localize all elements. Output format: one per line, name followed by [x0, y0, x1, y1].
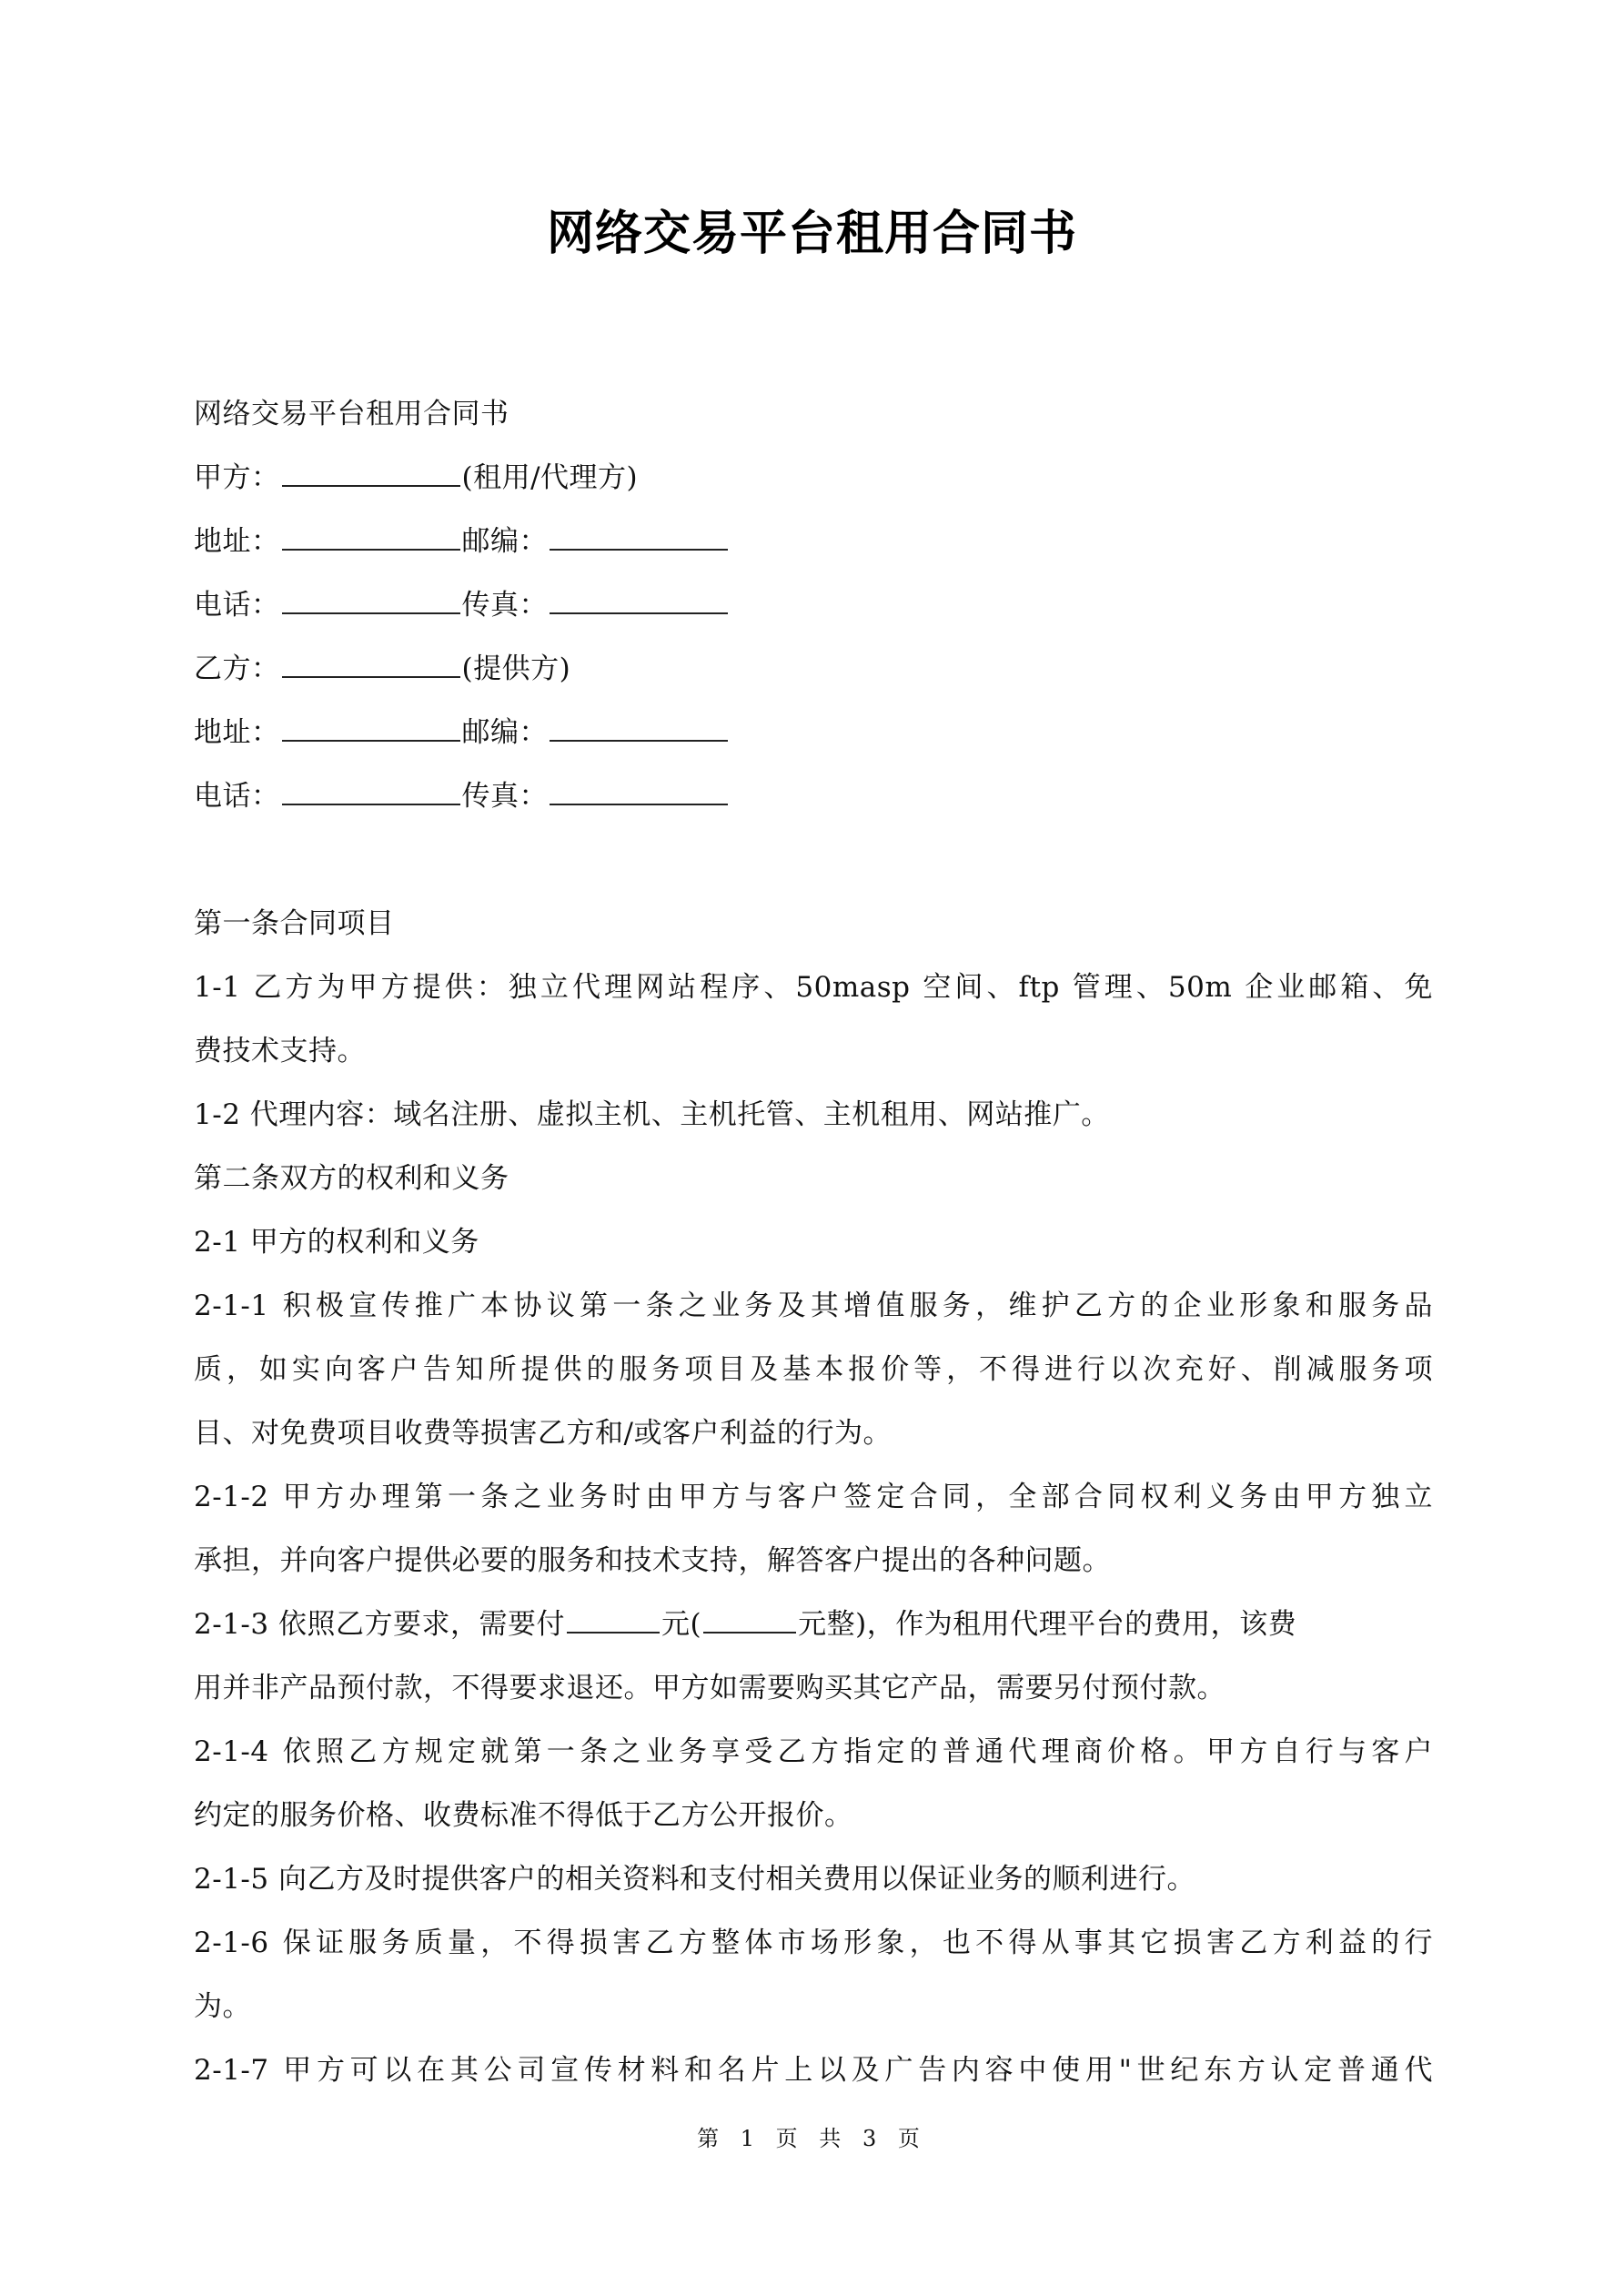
party-b-name-field[interactable] [282, 652, 460, 678]
party-b-address-field[interactable] [282, 716, 460, 742]
clause-2-1-3-text-c: 元整)，作为租用代理平台的费用，该费 [798, 1608, 1297, 1641]
party-b-fax-field[interactable] [550, 780, 728, 805]
party-a-address-row [194, 510, 1433, 573]
party-b-fax-label: 传真： [461, 780, 548, 813]
document-body [194, 382, 1433, 2102]
clause-2-1-2-line-2: 承担，并向客户提供必要的服务和技术支持，解答客户提出的各种问题。 [194, 1544, 1111, 1577]
party-b-label: 乙方： [194, 652, 280, 685]
clause-1-1-line-2: 费技术支持。 [194, 1035, 366, 1067]
page-number-footer: 第 1 页 共 3 页 [697, 2126, 927, 2151]
party-a-phone-field[interactable] [282, 589, 460, 614]
party-a-fax-field[interactable] [550, 589, 728, 614]
section-2-heading: 第二条双方的权利和义务 [194, 1162, 509, 1195]
fee-amount-words-field[interactable] [703, 1608, 796, 1633]
clause-2-1-3-line-1 [194, 1593, 1433, 1656]
clause-2-1-1-line-1: 2-1-1 积极宣传推广本协议第一条之业务及其增值服务，维护乙方的企业形象和服务品 [194, 1290, 1433, 1322]
clause-2-1-6-line-2: 为。 [194, 1990, 251, 2023]
clause-2-1-6-line-1: 2-1-6 保证服务质量，不得损害乙方整体市场形象，也不得从事其它损害乙方利益的行 [194, 1927, 1433, 1959]
clause-2-1-heading: 2-1 甲方的权利和义务 [194, 1226, 479, 1259]
party-a-phone-label: 电话： [194, 589, 280, 622]
clause-2-1-1-line-3: 目、对免费项目收费等损害乙方和/或客户利益的行为。 [194, 1417, 892, 1450]
party-b-row [194, 637, 1433, 701]
clause-1-2: 1-2 代理内容：域名注册、虚拟主机、主机托管、主机租用、网站推广。 [194, 1098, 1110, 1131]
clause-2-1-4-line-2: 约定的服务价格、收费标准不得低于乙方公开报价。 [194, 1799, 853, 1832]
party-b-postcode-field[interactable] [550, 716, 728, 742]
clause-2-1-5: 2-1-5 向乙方及时提供客户的相关资料和支付相关费用以保证业务的顺利进行。 [194, 1863, 1195, 1896]
clause-2-1-2-line-1: 2-1-2 甲方办理第一条之业务时由甲方与客户签定合同，全部合同权利义务由甲方独立 [194, 1481, 1433, 1513]
fee-amount-field[interactable] [567, 1608, 660, 1633]
clause-2-1-7-line-1: 2-1-7 甲方可以在其公司宣传材料和名片上以及广告内容中使用"世纪东方认定普通代 [194, 2054, 1433, 2087]
party-b-phone-field[interactable] [282, 780, 460, 805]
clause-2-1-4-line-1: 2-1-4 依照乙方规定就第一条之业务享受乙方指定的普通代理商价格。甲方自行与客户 [194, 1735, 1433, 1768]
party-a-address-field[interactable] [282, 525, 460, 551]
clause-1-1-line-1: 1-1 乙方为甲方提供：独立代理网站程序、50masp 空间、ftp 管理、50m 企业邮箱、免 [194, 971, 1433, 1004]
party-a-label: 甲方： [194, 461, 280, 494]
party-a-row [194, 446, 1433, 510]
clause-2-1-1-line-2: 质，如实向客户告知所提供的服务项目及基本报价等，不得进行以次充好、削减服务项 [194, 1353, 1433, 1386]
party-a-name-field[interactable] [282, 461, 460, 487]
section-spacer [194, 828, 1433, 892]
clause-2-1-3-line-2: 用并非产品预付款，不得要求退还。甲方如需要购买其它产品，需要另付预付款。 [194, 1672, 1226, 1704]
party-b-postcode-label: 邮编： [461, 716, 548, 749]
party-a-postcode-label: 邮编： [461, 525, 548, 558]
party-a-phone-row [194, 573, 1433, 637]
clause-2-1-3-text-a: 2-1-3 依照乙方要求，需要付 [194, 1608, 565, 1641]
section-1-heading: 第一条合同项目 [194, 907, 395, 940]
party-b-address-label: 地址： [194, 716, 280, 749]
party-a-fax-label: 传真： [461, 589, 548, 622]
clause-2-1-3-text-b: 元( [661, 1608, 702, 1641]
subtitle: 网络交易平台租用合同书 [194, 398, 509, 430]
party-b-role: (提供方) [461, 652, 571, 685]
party-a-postcode-field[interactable] [550, 525, 728, 551]
document-title: 网络交易平台租用合同书 [546, 206, 1077, 261]
party-a-role: (租用/代理方) [461, 461, 639, 494]
party-b-phone-label: 电话： [194, 780, 280, 813]
party-b-address-row [194, 701, 1433, 764]
party-a-address-label: 地址： [194, 525, 280, 558]
party-b-phone-row [194, 764, 1433, 828]
